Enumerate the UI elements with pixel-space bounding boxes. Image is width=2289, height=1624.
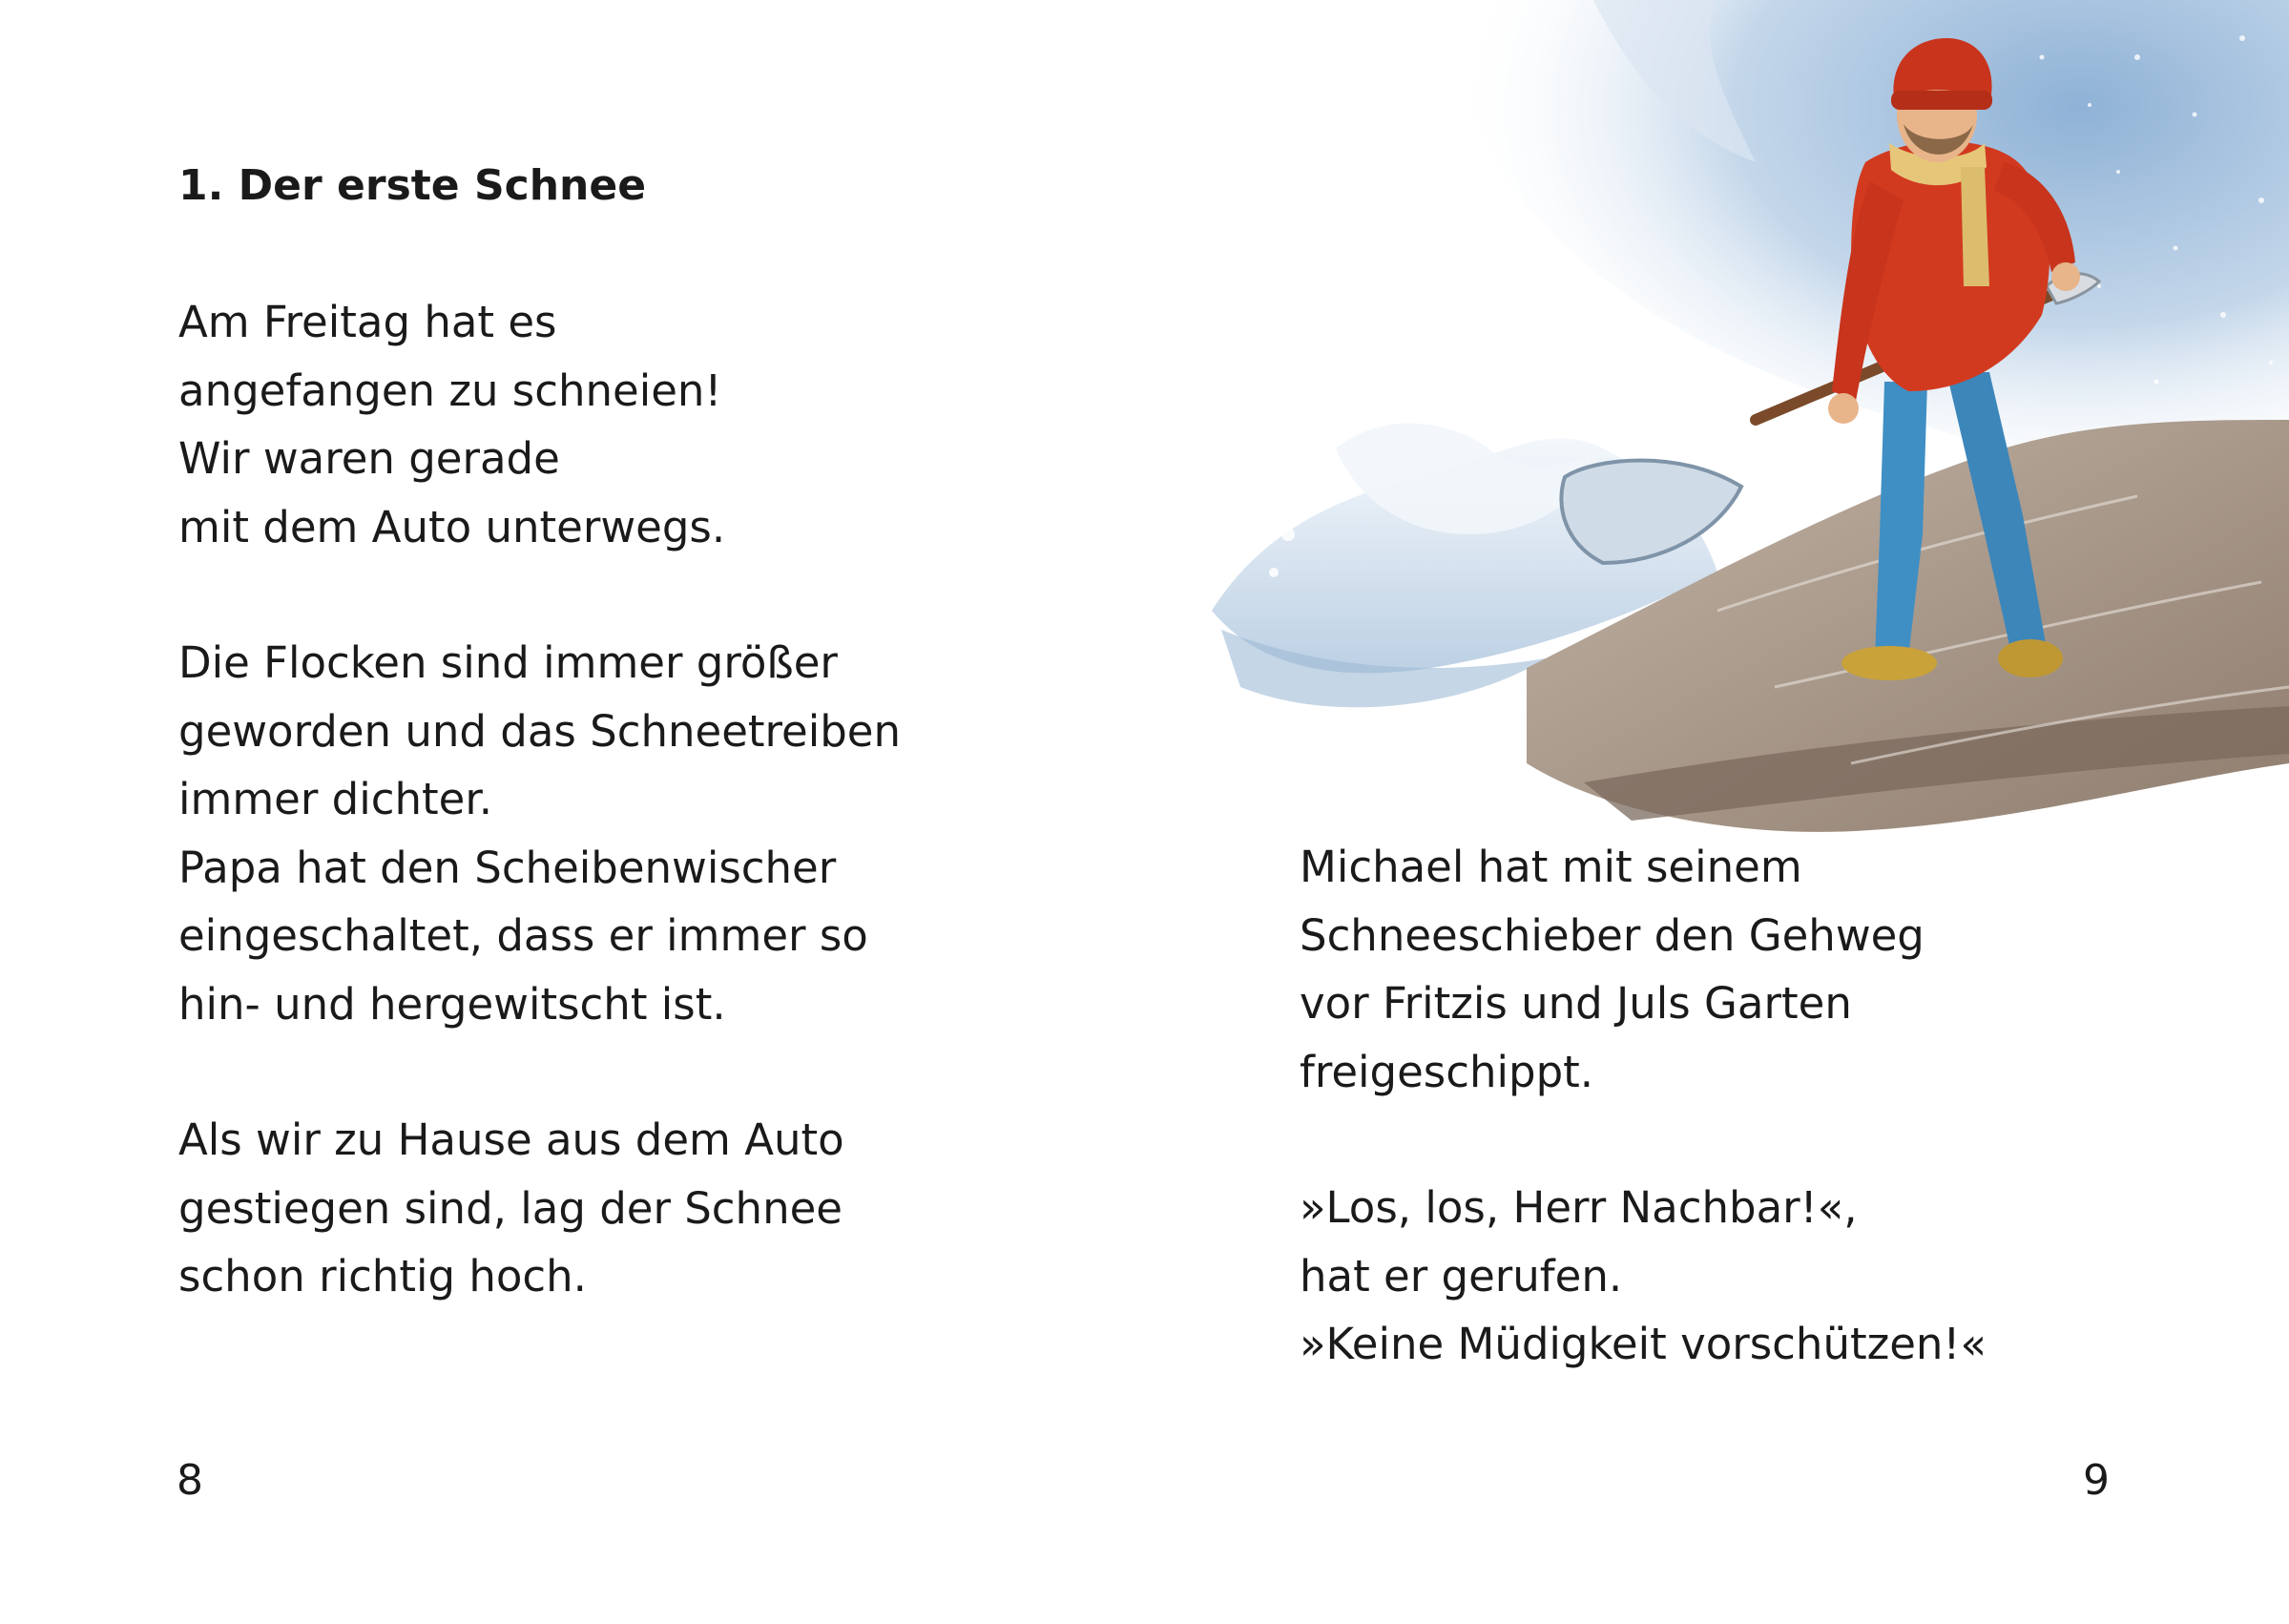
text-line: Wir waren gerade [178,433,560,484]
right-hand [2051,262,2080,291]
text-line: Am Freitag hat es [178,297,557,347]
paragraph-1 [178,288,725,561]
text-line: »Keine Müdigkeit vorschützen!« [1300,1319,1987,1369]
text-line: hat er gerufen. [1300,1250,1623,1301]
left-hand [1828,393,1859,424]
text-line: »Los, los, Herr Nachbar!«, [1300,1182,1858,1233]
text-line: vor Fritzis und Juls Garten [1300,978,1852,1029]
paragraph-2 [178,629,901,1038]
page-number-right: 9 [2083,1456,2110,1505]
text-line: immer dichter. [178,774,492,824]
text-line: Die Flocken sind immer größer [178,637,838,688]
text-line: Michael hat mit seinem [1300,842,1802,892]
text-line: geworden und das Schneetreiben [178,705,902,757]
text-line: eingeschaltet, dass er immer so [178,910,868,961]
paragraph-5 [1300,1174,1987,1379]
text-line: schon richtig hoch. [178,1251,587,1301]
shovel-blade [1561,461,1741,564]
text-line: Schneeschieber den Gehweg [1300,909,1925,961]
text-line: angefangen zu schneien! [178,364,722,416]
text-line: Als wir zu Hause aus dem Auto [178,1114,844,1165]
text-line: Papa hat den Scheibenwischer [178,842,837,893]
snow-shoveling-illustration [1183,0,2289,840]
text-line: freigeschippt. [1300,1046,1594,1097]
right-boot [1998,639,2063,677]
scarf-end [1961,167,1989,286]
text-line: gestiegen sind, lag der Schnee [178,1182,843,1234]
text-line: mit dem Auto unterwegs. [178,501,726,552]
left-boot [1842,646,1937,680]
chapter-heading: 1. Der erste Schnee [178,161,647,210]
paragraph-3 [178,1106,844,1311]
paragraph-4 [1300,833,1925,1106]
hat-brim [1891,91,1992,110]
text-line: hin- und hergewitscht ist. [178,978,726,1030]
page-number-left: 8 [177,1456,203,1505]
